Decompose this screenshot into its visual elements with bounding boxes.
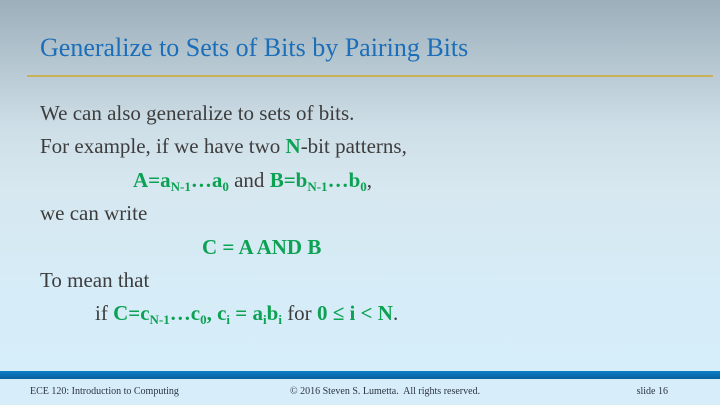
footer-slide-number: slide 16	[636, 386, 668, 397]
body-text-segment: C=c	[113, 301, 150, 326]
body-text-segment: N-1	[307, 178, 328, 194]
body-text-segment: i	[263, 312, 267, 328]
footer-copyright: © 2016 Steven S. Lumetta. All rights reserved.	[290, 386, 481, 397]
body-text-segment: , c	[206, 301, 227, 326]
body-text-segment: We can also generalize to sets of bits.	[40, 101, 355, 125]
body-text-segment: N-1	[170, 178, 191, 194]
body-line	[40, 231, 407, 264]
body-line	[40, 97, 407, 130]
body-text-segment: 0 ≤ i < N	[316, 301, 393, 326]
body-line	[40, 130, 407, 163]
body-text-segment: To mean that	[40, 267, 150, 292]
footer-accent-bar	[0, 371, 720, 379]
body-line	[40, 164, 407, 197]
footer-course-label: ECE 120: Introduction to Computing	[30, 386, 179, 397]
body-text-segment: 0	[222, 178, 229, 194]
body-text-segment: 0	[200, 312, 207, 328]
body-text-segment: A=a	[133, 167, 171, 192]
slide-title: Generalize to Sets of Bits by Pairing Bits	[40, 33, 469, 62]
body-text-segment: …b	[327, 167, 361, 192]
body-line	[40, 297, 407, 330]
body-text-segment: N-1	[149, 312, 170, 328]
title-divider-line	[27, 75, 713, 77]
body-text-segment: …a	[190, 167, 223, 192]
body-text-segment: b	[266, 301, 279, 326]
body-text-segment: .	[392, 301, 399, 326]
body-text-segment: = a	[230, 301, 263, 326]
footer	[0, 379, 720, 405]
body-text-segment: if	[95, 301, 114, 326]
body-text-segment: N	[285, 134, 301, 159]
body-text-segment: C = A AND B	[202, 234, 322, 259]
body-text-segment: for	[281, 301, 317, 326]
body-text-segment: …c	[169, 301, 201, 326]
body-line	[40, 197, 407, 230]
body-text-segment: B=b	[269, 167, 308, 192]
body-text-segment: i	[226, 312, 231, 328]
body-text-segment: we can write	[40, 201, 148, 226]
body-text-segment: i	[278, 312, 282, 328]
body-line	[40, 264, 407, 297]
body-text-segment: ,	[366, 167, 372, 192]
body-text-segment: -bit patterns,	[300, 134, 407, 159]
body-text-segment: For example, if we have two	[40, 134, 286, 159]
body-text-segment: 0	[360, 178, 367, 194]
slide-body-text	[40, 97, 407, 331]
body-text-segment: and	[228, 167, 270, 192]
